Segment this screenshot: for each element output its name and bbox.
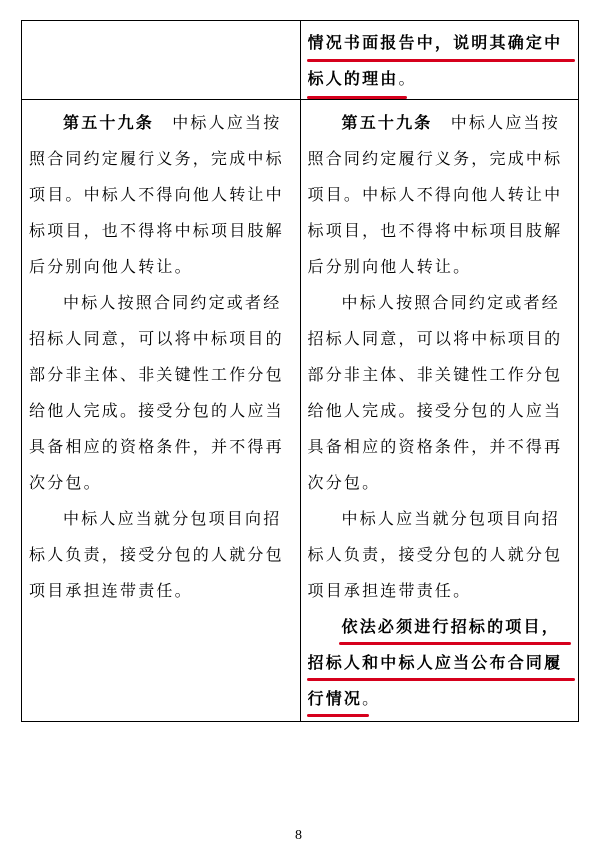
paragraph-line: 次分包。 (29, 473, 102, 492)
paragraph-line: 项目。中标人不得向他人转让中 (29, 185, 284, 204)
highlighted-text: 标人的理由 (307, 69, 399, 88)
paragraph-line: 中标人按照合同约定或者经 (341, 293, 560, 312)
paragraph-line: 中标人应当就分包项目向招 (341, 509, 560, 528)
paragraph-line: 给他人完成。接受分包的人应当 (29, 401, 284, 420)
paragraph-line: 部分非主体、非关键性工作分包 (29, 365, 284, 384)
table-row (22, 21, 579, 100)
paragraph-line: 具备相应的资格条件，并不得再 (29, 437, 284, 456)
paragraph-text: 中标人应当按 (432, 113, 560, 132)
paragraph-line: 中标人应当就分包项目向招 (63, 509, 282, 528)
highlighted-text: 行情况 (307, 689, 363, 708)
red-underline (339, 642, 571, 645)
paragraph-line: 后分别向他人转让。 (307, 257, 472, 276)
paragraph-line: 中标人按照合同约定或者经 (63, 293, 282, 312)
punctuation: 。 (362, 689, 381, 708)
red-underline (307, 714, 369, 717)
red-underline (307, 678, 575, 681)
paragraph-line: 项目承担连带责任。 (307, 581, 472, 600)
article-number: 第五十九条 (63, 113, 155, 132)
paragraph-line: 标项目，也不得将中标项目肢解 (29, 221, 284, 240)
red-underline (307, 59, 575, 62)
table-row (22, 100, 579, 722)
comparison-table (21, 20, 579, 722)
paragraph-line: 标项目，也不得将中标项目肢解 (307, 221, 563, 240)
highlighted-text: 招标人和中标人应当公布合同履 (307, 653, 563, 672)
paragraph-line: 具备相应的资格条件，并不得再 (307, 437, 563, 456)
paragraph-line: 标人负责，接受分包的人就分包 (29, 545, 284, 564)
article-number: 第五十九条 (341, 113, 433, 132)
right-top-cell (300, 21, 579, 100)
paragraph-line: 照合同约定履行义务，完成中标 (29, 149, 284, 168)
page-number: 8 (295, 828, 302, 843)
paragraph-line: 招标人同意，可以将中标项目的 (29, 329, 284, 348)
paragraph-line: 项目承担连带责任。 (29, 581, 193, 600)
paragraph-line: 后分别向他人转让。 (29, 257, 193, 276)
paragraph-line: 项目。中标人不得向他人转让中 (307, 185, 563, 204)
right-content-cell (300, 100, 579, 722)
left-content-cell (22, 100, 301, 722)
paragraph-line: 次分包。 (307, 473, 381, 492)
paragraph-line: 部分非主体、非关键性工作分包 (307, 365, 563, 384)
paragraph-line: 标人负责，接受分包的人就分包 (307, 545, 563, 564)
paragraph-line: 招标人同意，可以将中标项目的 (307, 329, 563, 348)
paragraph-text: 中标人应当按 (154, 113, 282, 132)
paragraph-line: 给他人完成。接受分包的人应当 (307, 401, 563, 420)
punctuation: 。 (398, 69, 417, 88)
paragraph-line: 照合同约定履行义务，完成中标 (307, 149, 563, 168)
highlighted-text: 情况书面报告中，说明其确定中 (307, 33, 563, 52)
highlighted-text: 依法必须进行招标的项目， (341, 617, 560, 636)
left-top-cell (22, 21, 301, 100)
